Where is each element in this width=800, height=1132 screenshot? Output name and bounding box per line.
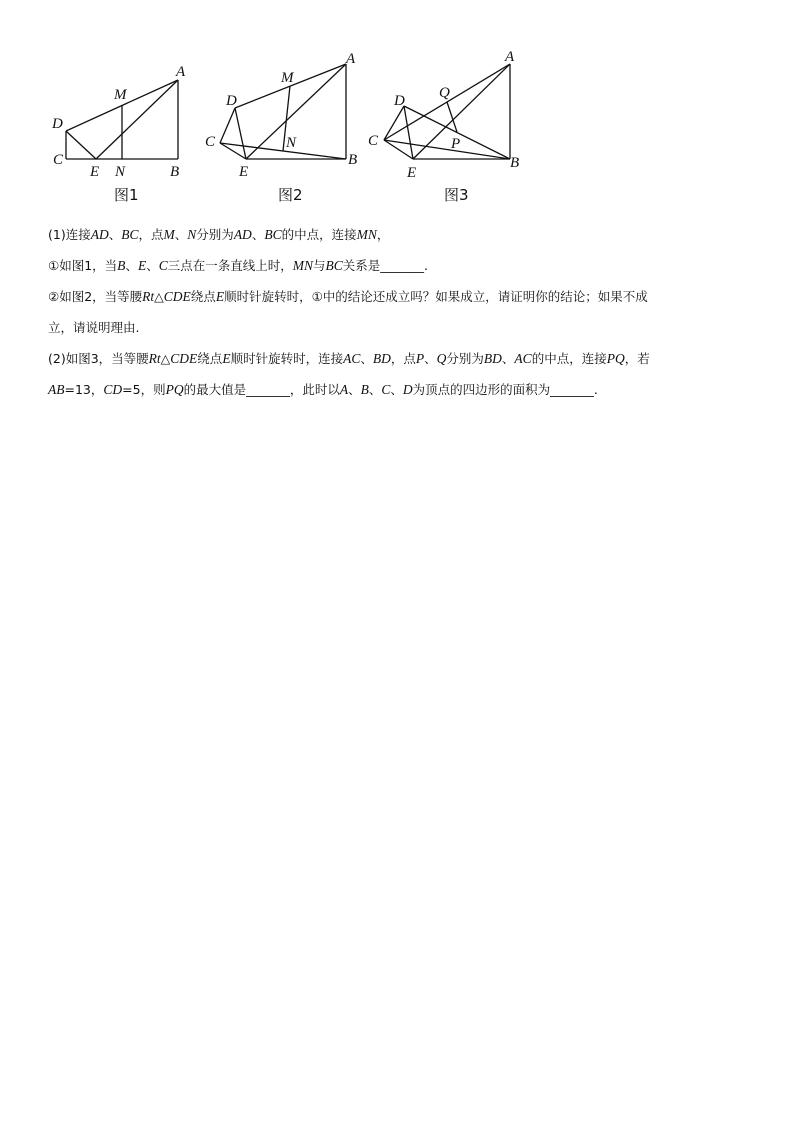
- fig1-label-E: E: [90, 164, 100, 180]
- fig1-label-N: N: [115, 164, 126, 180]
- fig3-label-Q: Q: [439, 85, 450, 101]
- fig3-label-D: D: [394, 93, 405, 109]
- fig1-label-B: B: [170, 164, 180, 180]
- fig3-label-P: P: [451, 136, 461, 152]
- question-part1-sub2-cont: 立，请说明理由.: [48, 320, 140, 335]
- fig3-label-A: A: [505, 49, 515, 65]
- question-part2-cont: AB=13，CD=5，则PQ的最大值是_______，此时以A、B、C、D为顶点的四边形的面积为_______.: [48, 382, 598, 397]
- fig2-label-A: A: [346, 51, 356, 67]
- fig2-label-C: C: [205, 134, 216, 150]
- figure-3-lines: [384, 64, 510, 159]
- fig1-label-M: M: [114, 87, 127, 103]
- figure-3-caption: 图3: [444, 186, 469, 204]
- question-part2: (2)如图3，当等腰Rt△CDE绕点E顺时针旋转时，连接AC、BD，点P、Q分别为BD、AC的中点，连接PQ，若: [48, 351, 650, 366]
- fig2-label-E: E: [239, 164, 249, 180]
- fig2-label-D: D: [226, 93, 237, 109]
- figure-1-caption: 图1: [114, 186, 139, 204]
- fig3-label-E: E: [407, 165, 417, 181]
- fig1-label-D: D: [52, 116, 63, 132]
- question-part1-sub1: ①如图1，当B、E、C三点在一条直线上时，MN与BC关系是_______.: [48, 258, 428, 273]
- fig1-label-C: C: [53, 152, 64, 168]
- fig3-label-C: C: [368, 133, 379, 149]
- fig3-label-B: B: [510, 155, 520, 171]
- question-part1-intro: (1)连接AD、BC，点M、N分别为AD、BC的中点，连接MN，: [48, 227, 390, 242]
- question-part1-sub2: ②如图2，当等腰Rt△CDE绕点E顺时针旋转时，①中的结论还成立吗？如果成立，请证明你的结论；如果不成: [48, 289, 648, 304]
- fig2-label-N: N: [286, 135, 297, 151]
- fig1-label-A: A: [176, 64, 186, 80]
- fig2-label-M: M: [281, 70, 294, 86]
- figure-2-caption: 图2: [278, 186, 303, 204]
- fig2-label-B: B: [348, 152, 358, 168]
